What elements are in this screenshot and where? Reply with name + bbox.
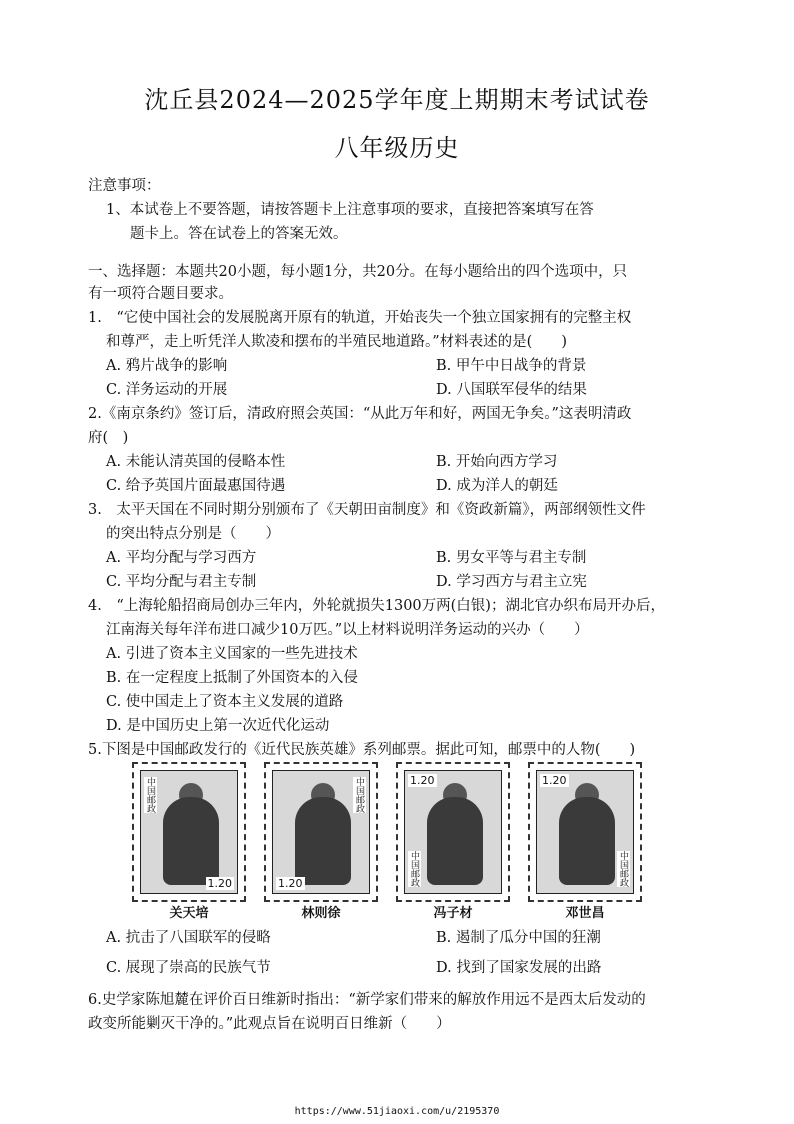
- question-3-option-d: D. 学习西方与君主立宪: [436, 574, 587, 590]
- exam-title: 沈丘县2024—2025学年度上期期末考试试卷: [144, 86, 650, 114]
- stamp-price: 1.20: [410, 774, 435, 787]
- question-3-option-b: B. 男女平等与君主专制: [436, 550, 587, 566]
- stamp-price: 1.20: [542, 774, 567, 787]
- stamp-lin-zexu: [264, 762, 378, 902]
- question-5-line1: 5.下图是中国邮政发行的《近代民族英雄》系列邮票。据此可知，邮票中的人物( ): [88, 742, 636, 758]
- question-1-option-d: D. 八国联军侵华的结果: [436, 382, 587, 398]
- question-4-option-d: D. 是中国历史上第一次近代化运动: [106, 718, 330, 734]
- stamp-brand: 中国邮政: [145, 777, 155, 813]
- stamp-price: 1.20: [207, 877, 232, 890]
- stamp-guan-tianpei: [132, 762, 246, 902]
- question-1-line1: 1. “它使中国社会的发展脱离开原有的轨道，开始丧失一个独立国家拥有的完整主权: [88, 310, 632, 326]
- portrait-figure-icon: [163, 797, 219, 885]
- question-2-option-a: A. 未能认清英国的侵略本性: [106, 454, 286, 470]
- stamp-label-lin-zexu: 林则徐: [301, 906, 341, 921]
- question-1-option-c: C. 洋务运动的开展: [106, 382, 228, 398]
- question-3-line2: 的突出特点分别是（ ）: [106, 526, 280, 542]
- stamp-feng-zicai: [396, 762, 510, 902]
- notice-item1-line2: 题卡上。答在试卷上的答案无效。: [130, 226, 348, 242]
- question-5-option-d: D. 找到了国家发展的出路: [436, 960, 602, 976]
- stamp-brand: 中国邮政: [409, 851, 419, 887]
- question-3-option-c: C. 平均分配与君主专制: [106, 574, 257, 590]
- portrait-figure-icon: [427, 797, 483, 885]
- question-4-option-b: B. 在一定程度上抵制了外国资本的入侵: [106, 670, 358, 686]
- question-2-line1: 2.《南京条约》签订后，清政府照会英国：“从此万年和好，两国无争矣。”这表明清政: [88, 406, 632, 422]
- question-6-line1: 6.史学家陈旭麓在评价百日维新时指出：“新学家们带来的解放作用远不是西太后发动的: [88, 992, 646, 1008]
- stamp-brand: 中国邮政: [618, 851, 628, 887]
- question-2-option-b: B. 开始向西方学习: [436, 454, 558, 470]
- stamp-label-feng-zicai: 冯子材: [433, 906, 473, 921]
- question-2-option-d: D. 成为洋人的朝廷: [436, 478, 558, 494]
- question-1-option-a: A. 鸦片战争的影响: [106, 358, 228, 374]
- question-6-line2: 政变所能剿灭干净的。”此观点旨在说明百日维新（ ）: [88, 1016, 451, 1032]
- question-4-option-a: A. 引进了资本主义国家的一些先进技术: [106, 646, 358, 662]
- question-1-option-b: B. 甲午中日战争的背景: [436, 358, 587, 374]
- question-5-option-a: A. 抗击了八国联军的侵略: [106, 930, 271, 946]
- stamp-deng-shichang: [528, 762, 642, 902]
- question-3-option-a: A. 平均分配与学习西方: [106, 550, 257, 566]
- question-5-option-c: C. 展现了崇高的民族气节: [106, 960, 271, 976]
- question-4-option-c: C. 使中国走上了资本主义发展的道路: [106, 694, 344, 710]
- footer-url: https://www.51jiaoxi.com/u/2195370: [294, 1106, 500, 1117]
- portrait-figure-icon: [559, 797, 615, 885]
- question-2-option-c: C. 给予英国片面最惠国待遇: [106, 478, 286, 494]
- question-2-line2: 府( ): [88, 430, 129, 446]
- notice-heading: 注意事项：: [88, 178, 161, 194]
- question-3-line1: 3. 太平天国在不同时期分别颁布了《天朝田亩制度》和《资政新篇》，两部纲领性文件: [88, 502, 646, 518]
- exam-subtitle: 八年级历史: [334, 134, 460, 162]
- stamp-label-guan-tianpei: 关天培: [169, 906, 209, 921]
- question-5-option-b: B. 遏制了瓜分中国的狂潮: [436, 930, 601, 946]
- question-4-line2: 江南海关每年洋布进口减少10万匹。”以上材料说明洋务运动的兴办（ ）: [106, 622, 589, 638]
- stamp-price: 1.20: [278, 877, 303, 890]
- question-1-line2: 和尊严，走上听凭洋人欺凌和摆布的半殖民地道路。”材料表述的是( ): [106, 334, 567, 350]
- stamp-label-deng-shichang: 邓世昌: [565, 906, 605, 921]
- stamp-brand: 中国邮政: [354, 777, 364, 813]
- question-4-line1: 4. “上海轮船招商局创办三年内，外轮就损失1300万两(白银)；湖北官办织布局开办后，: [88, 598, 665, 614]
- portrait-figure-icon: [295, 797, 351, 885]
- notice-item1-line1: 1、本试卷上不要答题，请按答题卡上注意事项的要求，直接把答案填写在答: [106, 202, 594, 218]
- section1-line2: 有一项符合题目要求。: [88, 286, 233, 302]
- section1-line1: 一、选择题：本题共20小题，每小题1分，共20分。在每小题给出的四个选项中，只: [88, 264, 628, 280]
